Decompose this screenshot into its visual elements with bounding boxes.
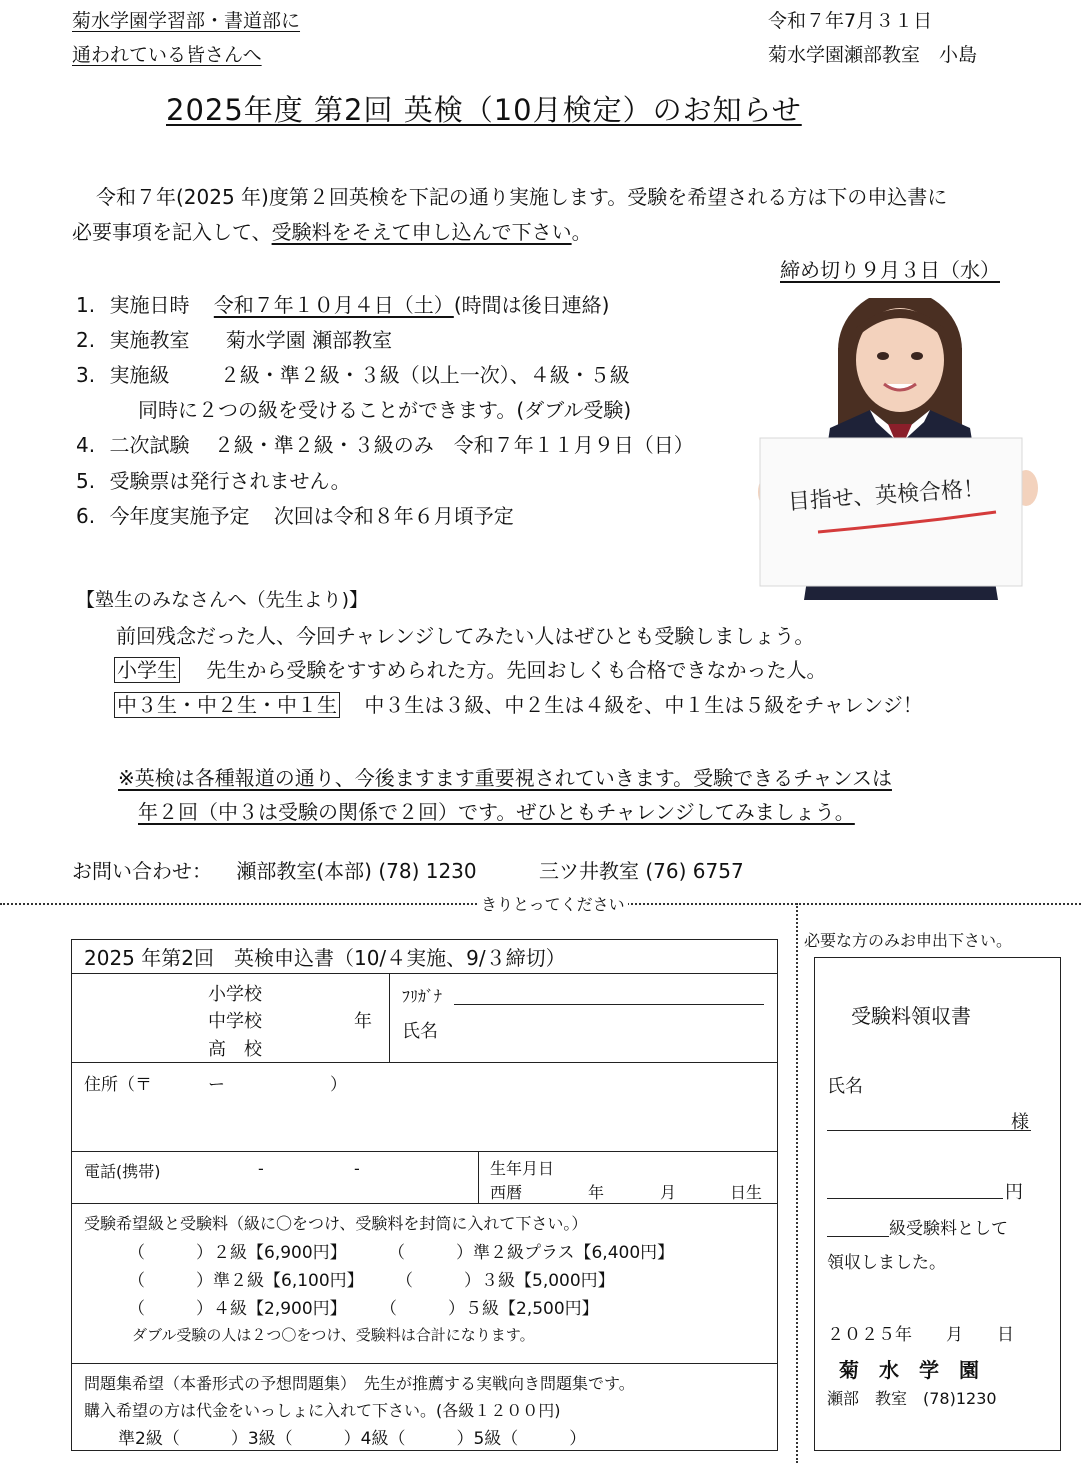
- item-value: ２級・準２級・３級のみ 令和７年１１月９日（日）: [213, 433, 694, 457]
- workbook-line-1: 問題集希望（本番形式の予想問題集） 先生が推薦する実戦向き問題集です。: [84, 1374, 635, 1393]
- phone-dash-1: -: [258, 1159, 264, 1178]
- teacher-line-1: 前回残念だった人、今回チャレンジしてみたい人はぜひとも受験しましょう。: [116, 624, 815, 648]
- intro-underlined: 受験料をそえて申し込んで下さい: [271, 220, 572, 244]
- item-label: 受験票は発行されません。: [109, 469, 351, 493]
- divider: [478, 1151, 479, 1203]
- receipt-sama: 様: [1011, 1112, 1029, 1133]
- grades-heading: 受験希望級と受験料（級に〇をつけ、受験料を封筒に入れて下さい。）: [84, 1214, 588, 1233]
- page-title: 2025年度 第2回 英検（10月検定）のお知らせ: [166, 93, 802, 127]
- intro-plain: 必要事項を記入して、: [72, 220, 272, 244]
- grade-option[interactable]: （ ）２級【6,900円】: [128, 1243, 347, 1263]
- item-5: [76, 465, 351, 494]
- receipt-name-label: 氏名: [827, 1076, 863, 1097]
- teacher-line-3: [114, 689, 923, 718]
- contact-branch: 三ツ井教室 (76) 6757: [539, 859, 744, 883]
- junior-high-text: 中３生は３級、中２生は４級を、中１生は５級をチャレンジ！: [364, 693, 923, 717]
- school-high: 高 校: [208, 1039, 262, 1060]
- item-num: 3.: [76, 363, 96, 387]
- birth-month: 月: [660, 1183, 677, 1202]
- tag-elementary: 小学生: [114, 657, 180, 683]
- item-6: [76, 500, 514, 529]
- item-3: [76, 359, 630, 388]
- grade-option[interactable]: （ ）４級【2,900円】: [128, 1299, 347, 1319]
- item-label: 実施教室: [109, 328, 190, 352]
- deadline: 締め切り９月３日（水）: [780, 258, 1000, 282]
- divider: [72, 1203, 777, 1204]
- tag-junior-high: 中３生・中２生・中１生: [114, 692, 340, 718]
- item-value: (時間は後日連絡): [453, 293, 610, 317]
- item-num: 2.: [76, 328, 96, 352]
- item-num: 4.: [76, 433, 96, 457]
- item-4: [76, 429, 694, 458]
- furigana-input-line[interactable]: [454, 1004, 764, 1005]
- item-2: [76, 324, 392, 353]
- elementary-text: 先生から受験をすすめられた方。先回おしくも合格できなかった人。: [206, 658, 827, 682]
- grade-label: 年: [354, 1011, 372, 1032]
- workbook-line-2: 購入希望の方は代金をいっしょに入れて下さい。(各級１２００円): [84, 1401, 561, 1420]
- grade-option[interactable]: （ ）５級【2,500円】: [380, 1299, 599, 1319]
- item-num: 6.: [76, 504, 96, 528]
- divider: [72, 1151, 777, 1152]
- birth-label: 生年月日: [490, 1159, 555, 1178]
- contact: [72, 855, 744, 884]
- item-label: 実施日時: [109, 293, 190, 317]
- receipt: [814, 957, 1061, 1451]
- item-label: 二次試験: [109, 433, 190, 457]
- school-junior: 中学校: [208, 1011, 262, 1032]
- addressee-line-2: 通われている皆さんへ: [72, 44, 262, 66]
- receipt-branch: 瀬部 教室 (78)1230: [827, 1389, 997, 1408]
- receipt-title: 受験料領収書: [851, 1004, 971, 1028]
- phone-dash-2: -: [354, 1159, 360, 1178]
- teacher-line-2: [114, 654, 827, 683]
- intro-end: 。: [571, 220, 592, 244]
- receipt-note: 必要な方のみお申出下さい。: [804, 931, 1013, 950]
- name-label: 氏名: [402, 1021, 438, 1042]
- cut-line-vertical: [796, 903, 798, 1463]
- address-dash: ー: [208, 1075, 225, 1095]
- intro-line-1: 令和７年(2025 年)度第２回英検を下記の通り実施します。受験を希望される方は下の申込書に: [96, 185, 948, 209]
- teacher-heading: 【塾生のみなさんへ（先生より)】: [76, 589, 369, 611]
- receipt-grade-label: 級受験料として: [889, 1219, 1008, 1239]
- contact-main: 瀬部教室(本部) (78) 1230: [236, 859, 477, 883]
- receipt-date: ２０２５年 月 日: [827, 1325, 1014, 1345]
- contact-label: お問い合わせ：: [72, 859, 212, 883]
- addressee-line-1: 菊水学園学習部・書道部に: [72, 10, 301, 32]
- item-num: 5.: [76, 469, 96, 493]
- student-photo: [758, 298, 1044, 600]
- receipt-received: 領収しました。: [827, 1253, 946, 1273]
- birth-era: 西暦: [490, 1183, 523, 1202]
- grade-option[interactable]: （ ）３級【5,000円】: [396, 1271, 615, 1291]
- workbook-options[interactable]: 準2級（ ）3級（ ）4級（ ）5級（ ）: [118, 1429, 587, 1449]
- receipt-grade-line[interactable]: [827, 1236, 889, 1237]
- issue-date: 令和７年7月３１日: [768, 10, 933, 32]
- notice-line-2: 年２回（中３は受験の関係で２回）です。ぜひともチャレンジしてみましょう。: [138, 800, 855, 824]
- form-title: 2025 年第2回 英検申込書（10/４実施、9/３締切）: [84, 946, 566, 970]
- intro-line-2: [72, 216, 592, 245]
- divider: [72, 1062, 777, 1063]
- school-elementary: 小学校: [208, 984, 262, 1005]
- receipt-amount-line[interactable]: [827, 1198, 1003, 1199]
- address-close: ）: [330, 1075, 347, 1095]
- grade-option[interactable]: （ ）準２級プラス【6,400円】: [388, 1243, 675, 1263]
- grade-option[interactable]: （ ）準２級【6,100円】: [128, 1271, 364, 1291]
- sender: 菊水学園瀬部教室 小島: [768, 44, 978, 66]
- divider: [72, 1363, 777, 1364]
- receipt-name-line[interactable]: [827, 1130, 1031, 1131]
- sign-text: 目指せ、英検合格！: [787, 476, 986, 516]
- double-exam-note: ダブル受験の人は２つ〇をつけ、受験料は合計になります。: [132, 1326, 535, 1344]
- application-form: [71, 939, 778, 1451]
- item-value-underlined: 令和７年１０月４日（土）: [213, 293, 454, 317]
- phone-label: 電話(携帯): [84, 1162, 161, 1181]
- receipt-org: 菊 水 学 園: [839, 1358, 979, 1382]
- item-3-note: 同時に２つの級を受けることができます。(ダブル受験): [138, 398, 632, 422]
- furigana-label: ﾌﾘｶﾞﾅ: [402, 987, 443, 1006]
- item-label: 今年度実施予定: [109, 504, 250, 528]
- item-value: ２級・準２級・３級（以上一次）、４級・５級: [219, 363, 630, 387]
- item-num: 1.: [76, 293, 96, 317]
- receipt-yen: 円: [1005, 1182, 1023, 1203]
- item-value: 菊水学園 瀬部教室: [225, 328, 393, 352]
- student-illustration: [758, 298, 1044, 600]
- cut-label: きりとってください: [478, 892, 628, 915]
- divider: [72, 973, 777, 974]
- item-value: 次回は令和８年６月頃予定: [273, 504, 514, 528]
- address-label: 住所（〒: [84, 1075, 152, 1095]
- item-label: 実施級: [109, 363, 170, 387]
- birth-day: 日生: [730, 1183, 763, 1202]
- notice-line-1: ※英検は各種報道の通り、今後ますます重要視されていきます。受験できるチャンスは: [118, 766, 892, 790]
- divider: [389, 973, 390, 1062]
- birth-year: 年: [588, 1183, 605, 1202]
- item-1: [76, 289, 609, 318]
